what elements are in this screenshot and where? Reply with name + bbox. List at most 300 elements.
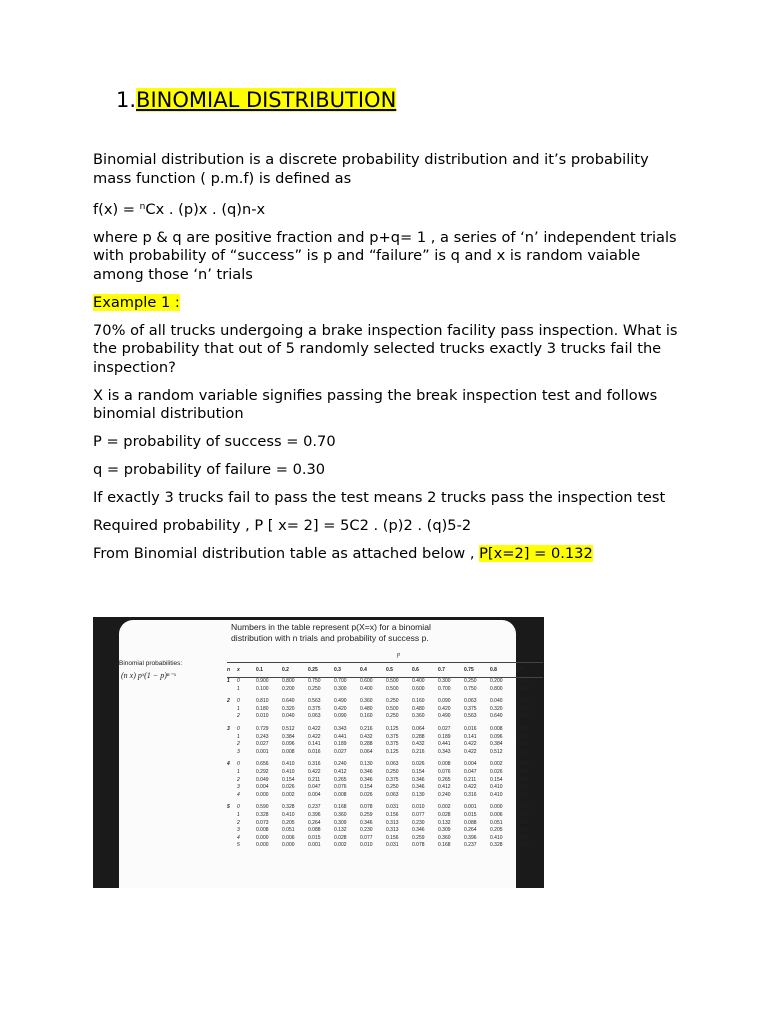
- table-row: [227, 769, 543, 777]
- row-n: [227, 784, 237, 792]
- table-cell: 0.000: [516, 811, 529, 818]
- table-row: [227, 741, 543, 749]
- table-cell: 0.590: [516, 842, 529, 849]
- table-cell: 0.422: [308, 768, 321, 775]
- table-cell: 0.205: [490, 827, 503, 834]
- table-cell: 0.001: [516, 725, 529, 732]
- row-n: [227, 820, 237, 828]
- row-n: [227, 734, 237, 742]
- row-x: 5: [237, 842, 240, 849]
- row-x: 2: [237, 713, 240, 720]
- table-cell: 0.396: [464, 834, 477, 841]
- table-cell: 0.004: [308, 791, 321, 798]
- table-cell: 0.500: [386, 685, 399, 692]
- table-cell: 0.346: [412, 776, 425, 783]
- table-cell: 0.001: [464, 804, 477, 811]
- table-cell: 0.328: [516, 834, 529, 841]
- table-cell: 0.264: [308, 819, 321, 826]
- table-cell: 0.343: [438, 748, 451, 755]
- table-cell: 0.422: [464, 741, 477, 748]
- row-n: [227, 769, 237, 777]
- table-cell: 0.420: [334, 705, 347, 712]
- table-cell: 0.288: [360, 741, 373, 748]
- row-n: 3: [227, 725, 230, 732]
- document-body: [93, 151, 683, 573]
- table-cell: 0.656: [516, 791, 529, 798]
- table-cell: 0.026: [360, 791, 373, 798]
- table-cell: 0.309: [438, 827, 451, 834]
- table-row: [227, 713, 543, 721]
- table-cell: 0.490: [438, 713, 451, 720]
- conditions-paragraph: where p & q are positive fraction and p+q= 1 , a series of ‘n’ independent trials with probability of “success” is p and “failure” is q and x is random vaiable among those ‘n’ trials: [93, 228, 677, 283]
- table-cell: 0.073: [516, 827, 529, 834]
- table-cell: 0.027: [334, 748, 347, 755]
- table-cell: 0.410: [282, 768, 295, 775]
- table-cell: 0.047: [464, 768, 477, 775]
- table-p-label: p: [397, 652, 400, 658]
- table-cell: 0.590: [256, 804, 269, 811]
- table-cell: 0.130: [412, 791, 425, 798]
- table-cell: 0.160: [360, 713, 373, 720]
- table-cell: 0.243: [256, 733, 269, 740]
- header-p-value: 0.75: [464, 667, 474, 673]
- row-x: 1: [237, 768, 240, 775]
- table-cell: 0.004: [516, 768, 529, 775]
- table-cell: 0.346: [412, 827, 425, 834]
- table-cell: 0.375: [386, 776, 399, 783]
- table-cell: 0.300: [334, 685, 347, 692]
- table-cell: 0.015: [308, 834, 321, 841]
- table-cell: 0.700: [438, 685, 451, 692]
- table-cell: 0.006: [490, 811, 503, 818]
- table-cell: 0.008: [438, 761, 451, 768]
- table-cell: 0.346: [360, 768, 373, 775]
- table-cell: 0.088: [464, 819, 477, 826]
- table-cell: 0.328: [256, 811, 269, 818]
- table-cell: 0.027: [516, 733, 529, 740]
- table-cell: 0.010: [360, 842, 373, 849]
- table-cell: 0.250: [386, 713, 399, 720]
- table-cell: 0.563: [308, 698, 321, 705]
- table-cell: 0.512: [490, 748, 503, 755]
- table-cell: 0.729: [516, 748, 529, 755]
- fail-paragraph: If exactly 3 trucks fail to pass the test means 2 trucks pass the inspection test: [93, 489, 666, 506]
- table-cell: 0.410: [490, 784, 503, 791]
- heading-number: 1.: [116, 88, 137, 112]
- table-cell: 0.490: [334, 698, 347, 705]
- table-cell: 0.016: [308, 748, 321, 755]
- table-cell: 0.063: [386, 761, 399, 768]
- row-x: 2: [237, 776, 240, 783]
- table-cell: 0.328: [490, 842, 503, 849]
- table-cell: 0.076: [334, 784, 347, 791]
- table-cell: 0.100: [256, 685, 269, 692]
- table-cell: 0.008: [516, 819, 529, 826]
- table-cell: 0.480: [360, 705, 373, 712]
- table-cell: 0.028: [334, 834, 347, 841]
- header-p-value: 0.3: [334, 667, 341, 673]
- table-cell: 0.264: [464, 827, 477, 834]
- table-cell: 0.265: [334, 776, 347, 783]
- table-cell: 0.750: [308, 678, 321, 684]
- table-side-label: Binomial probabilities:: [119, 660, 183, 667]
- table-cell: 0.125: [386, 748, 399, 755]
- header-x: x: [237, 667, 240, 673]
- table-cell: 0.309: [334, 819, 347, 826]
- table-cell: 0.600: [360, 678, 373, 684]
- row-x: 3: [237, 748, 240, 755]
- table-cell: 0.375: [464, 705, 477, 712]
- table-cell: 0.480: [412, 705, 425, 712]
- row-x: 2: [237, 819, 240, 826]
- table-cell: 0.313: [386, 819, 399, 826]
- table-cell: 0.180: [516, 705, 529, 712]
- table-cell: 0.063: [386, 791, 399, 798]
- header-p-value: 0.5: [386, 667, 393, 673]
- table-cell: 0.360: [438, 834, 451, 841]
- table-cell: 0.031: [386, 804, 399, 811]
- table-cell: 0.156: [386, 834, 399, 841]
- table-cell: 0.077: [412, 811, 425, 818]
- row-x: 0: [237, 804, 240, 811]
- intro-paragraph: Binomial distribution is a discrete probability distribution and it’s probability mass function ( p.m.f) is defined as: [93, 151, 649, 187]
- table-cell: 0.100: [516, 678, 529, 684]
- table-cell: 0.154: [360, 784, 373, 791]
- table-cell: 0.375: [308, 705, 321, 712]
- table-cell: 0.096: [282, 741, 295, 748]
- row-x: 0: [237, 761, 240, 768]
- table-cell: 0.132: [334, 827, 347, 834]
- table-cell: 0.316: [464, 791, 477, 798]
- table-cell: 0.346: [360, 776, 373, 783]
- table-cell: 0.640: [282, 698, 295, 705]
- table-cell: 0.230: [360, 827, 373, 834]
- table-row: [227, 698, 543, 706]
- table-cell: 0.384: [282, 733, 295, 740]
- table-formula: (n x) pˣ(1 − p)ⁿ⁻ˣ: [121, 671, 176, 680]
- table-cell: 0.000: [490, 804, 503, 811]
- row-x: 3: [237, 784, 240, 791]
- table-cell: 0.259: [360, 811, 373, 818]
- table-cell: 0.292: [516, 784, 529, 791]
- table-cell: 0.049: [256, 776, 269, 783]
- row-n: [227, 812, 237, 820]
- table-cell: 0.073: [256, 819, 269, 826]
- row-n: 5: [227, 804, 230, 811]
- row-x: 0: [237, 678, 240, 684]
- table-cell: 0.240: [334, 761, 347, 768]
- row-x: 1: [237, 733, 240, 740]
- table-cell: 0.064: [412, 725, 425, 732]
- row-x: 0: [237, 698, 240, 705]
- table-cell: 0.156: [386, 811, 399, 818]
- from-table-line: From Binomial distribution table as attached below , P[x=2] = 0.132: [93, 545, 593, 562]
- table-cell: 0.346: [360, 819, 373, 826]
- table-cell: 0.090: [334, 713, 347, 720]
- table-cell: 0.216: [412, 748, 425, 755]
- table-cell: 0.154: [490, 776, 503, 783]
- table-cell: 0.000: [256, 791, 269, 798]
- table-cell: 0.000: [256, 834, 269, 841]
- header-p-value: 0.2: [282, 667, 289, 673]
- table-paper: [119, 620, 529, 888]
- table-cell: 0.016: [464, 725, 477, 732]
- table-row: [227, 734, 543, 742]
- table-cell: 0.049: [516, 776, 529, 783]
- table-cell: 0.063: [464, 698, 477, 705]
- table-cell: 0.422: [464, 784, 477, 791]
- question-paragraph: 70% of all trucks undergoing a brake inspection facility pass inspection. What is the probability that out of 5 randomly selected trucks exactly 3 trucks fail the inspection?: [93, 321, 678, 376]
- header-p-value: 0.8: [490, 667, 497, 673]
- table-row: [227, 761, 543, 769]
- table-cell: 0.200: [282, 685, 295, 692]
- header-p-value: 0.7: [438, 667, 445, 673]
- answer-highlight: P[x=2] = 0.132: [479, 545, 593, 562]
- table-cell: 0.250: [386, 784, 399, 791]
- table-cell: 0.088: [308, 827, 321, 834]
- row-x: 0: [237, 725, 240, 732]
- table-cell: 0.010: [412, 804, 425, 811]
- table-cell: 0.008: [282, 748, 295, 755]
- table-cell: 0.700: [334, 678, 347, 684]
- table-cell: 0.410: [282, 761, 295, 768]
- table-cell: 0.422: [308, 733, 321, 740]
- required-probability: Required probability , P [ x= 2] = 5C2 . (p)2 . (q)5-2: [93, 517, 472, 534]
- table-cell: 0.006: [282, 834, 295, 841]
- p-definition: P = probability of success = 0.70: [93, 433, 336, 450]
- random-variable-paragraph: X is a random variable signifies passing the break inspection test and follows binomial distribution: [93, 386, 658, 422]
- table-row: [227, 706, 543, 714]
- header-p-value: 0.1: [256, 667, 263, 673]
- table-cell: 0.168: [438, 842, 451, 849]
- table-cell: 0.132: [438, 819, 451, 826]
- table-row: [227, 820, 543, 828]
- table-cell: 0.250: [386, 768, 399, 775]
- table-cell: 0.015: [464, 811, 477, 818]
- table-cell: 0.313: [386, 827, 399, 834]
- table-cell: 0.216: [360, 725, 373, 732]
- example-label-line: [93, 294, 683, 313]
- table-cell: 0.000: [516, 761, 529, 768]
- binomial-table-image: [93, 617, 544, 888]
- header-n: n: [227, 667, 231, 673]
- row-n: [227, 749, 237, 757]
- table-cell: 0.512: [282, 725, 295, 732]
- section-heading: [116, 86, 396, 114]
- table-cell: 0.189: [334, 741, 347, 748]
- table-cell: 0.360: [412, 713, 425, 720]
- table-row: [227, 726, 543, 734]
- table-cell: 0.810: [516, 713, 529, 720]
- table-cell: 0.400: [360, 685, 373, 692]
- heading-title: BINOMIAL DISTRIBUTION: [136, 88, 397, 112]
- table-row: [227, 749, 543, 757]
- table-cell: 0.078: [360, 804, 373, 811]
- table-cell: 0.441: [334, 733, 347, 740]
- table-cell: 0.205: [282, 819, 295, 826]
- row-n: 2: [227, 698, 230, 705]
- table-cell: 0.422: [464, 748, 477, 755]
- table-cell: 0.237: [308, 804, 321, 811]
- table-cell: 0.160: [412, 698, 425, 705]
- table-cell: 0.090: [438, 698, 451, 705]
- table-cell: 0.396: [308, 811, 321, 818]
- header-p-value: 0.25: [308, 667, 318, 673]
- row-n: [227, 792, 237, 800]
- table-cell: 0.051: [282, 827, 295, 834]
- row-x: 4: [237, 791, 240, 798]
- table-row: [227, 812, 543, 820]
- table-cell: 0.810: [256, 698, 269, 705]
- row-n: [227, 835, 237, 843]
- table-cell: 0.375: [386, 733, 399, 740]
- table-row: [227, 678, 543, 686]
- table-cell: 0.001: [256, 748, 269, 755]
- header-p-value: 0.9: [516, 667, 523, 673]
- table-cell: 0.800: [490, 685, 503, 692]
- table-row: [227, 835, 543, 843]
- table-cell: 0.900: [516, 685, 529, 692]
- table-row: [227, 686, 543, 694]
- table-cell: 0.000: [256, 842, 269, 849]
- table-cell: 0.420: [438, 705, 451, 712]
- row-n: [227, 741, 237, 749]
- table-cell: 0.384: [490, 741, 503, 748]
- table-cell: 0.250: [386, 698, 399, 705]
- table-cell: 0.441: [438, 741, 451, 748]
- table-cell: 0.328: [282, 804, 295, 811]
- table-cell: 0.250: [308, 685, 321, 692]
- table-cell: 0.168: [334, 804, 347, 811]
- table-cell: 0.078: [412, 842, 425, 849]
- table-cell: 0.010: [516, 698, 529, 705]
- row-n: [227, 713, 237, 721]
- table-cell: 0.432: [412, 741, 425, 748]
- table-cell: 0.141: [464, 733, 477, 740]
- example-label: Example 1 :: [93, 293, 180, 311]
- row-n: [227, 842, 237, 850]
- table-cell: 0.320: [282, 705, 295, 712]
- table-cell: 0.656: [256, 761, 269, 768]
- table-cell: 0.026: [412, 761, 425, 768]
- table-cell: 0.047: [308, 784, 321, 791]
- row-n: 1: [227, 678, 230, 684]
- table-cell: 0.412: [334, 768, 347, 775]
- table-cell: 0.004: [464, 761, 477, 768]
- table-cell: 0.410: [282, 811, 295, 818]
- table-cell: 0.125: [386, 725, 399, 732]
- table-cell: 0.026: [282, 784, 295, 791]
- row-x: 4: [237, 834, 240, 841]
- table-cell: 0.002: [438, 804, 451, 811]
- table-cell: 0.640: [490, 713, 503, 720]
- table-cell: 0.010: [256, 713, 269, 720]
- row-x: 1: [237, 811, 240, 818]
- table-cell: 0.051: [490, 819, 503, 826]
- table-row: [227, 842, 543, 850]
- table-cell: 0.375: [386, 741, 399, 748]
- table-cell: 0.400: [412, 678, 425, 684]
- table-cell: 0.211: [308, 776, 321, 783]
- table-cell: 0.028: [438, 811, 451, 818]
- table-cell: 0.320: [490, 705, 503, 712]
- table-cell: 0.002: [490, 761, 503, 768]
- table-cell: 0.026: [490, 768, 503, 775]
- q-definition: q = probability of failure = 0.30: [93, 461, 326, 478]
- table-cell: 0.001: [308, 842, 321, 849]
- table-cell: 0.211: [464, 776, 477, 783]
- table-cell: 0.154: [412, 768, 425, 775]
- table-cell: 0.563: [464, 713, 477, 720]
- row-n: [227, 706, 237, 714]
- table-cell: 0.027: [438, 725, 451, 732]
- table-cell: 0.002: [282, 791, 295, 798]
- table-cell: 0.189: [438, 733, 451, 740]
- table-cell: 0.750: [464, 685, 477, 692]
- table-row: [227, 784, 543, 792]
- table-cell: 0.360: [334, 811, 347, 818]
- table-cell: 0.412: [438, 784, 451, 791]
- table-cell: 0.031: [386, 842, 399, 849]
- table-cell: 0.002: [334, 842, 347, 849]
- row-n: [227, 686, 237, 694]
- table-cell: 0.292: [256, 768, 269, 775]
- row-x: 1: [237, 685, 240, 692]
- formula-superscript: n: [139, 201, 146, 212]
- table-row: [227, 777, 543, 785]
- table-cell: 0.180: [256, 705, 269, 712]
- table-cell: 0.500: [386, 678, 399, 684]
- table-cell: 0.422: [308, 725, 321, 732]
- row-x: 2: [237, 741, 240, 748]
- table-cell: 0.432: [360, 733, 373, 740]
- table-cell: 0.141: [308, 741, 321, 748]
- table-row: [227, 804, 543, 812]
- table-cell: 0.000: [282, 842, 295, 849]
- row-x: 3: [237, 827, 240, 834]
- table-cell: 0.300: [438, 678, 451, 684]
- header-p-value: 0.6: [412, 667, 419, 673]
- table-cell: 0.900: [256, 678, 269, 684]
- row-x: 1: [237, 705, 240, 712]
- row-n: [227, 777, 237, 785]
- table-cell: 0.063: [308, 713, 321, 720]
- table-cell: 0.230: [412, 819, 425, 826]
- table-cell: 0.410: [490, 834, 503, 841]
- table-cell: 0.027: [256, 741, 269, 748]
- table-cell: 0.237: [464, 842, 477, 849]
- row-n: 4: [227, 761, 230, 768]
- table-cell: 0.008: [334, 791, 347, 798]
- table-cell: 0.729: [256, 725, 269, 732]
- row-n: [227, 827, 237, 835]
- table-cell: 0.346: [412, 784, 425, 791]
- table-cell: 0.800: [282, 678, 295, 684]
- table-cell: 0.077: [360, 834, 373, 841]
- table-cell: 0.076: [438, 768, 451, 775]
- table-cell: 0.265: [438, 776, 451, 783]
- table-cell: 0.600: [412, 685, 425, 692]
- table-cell: 0.250: [464, 678, 477, 684]
- table-cell: 0.360: [360, 698, 373, 705]
- table-cell: 0.154: [282, 776, 295, 783]
- table-cell: 0.004: [256, 784, 269, 791]
- table-header-row: [227, 662, 543, 678]
- table-cell: 0.040: [282, 713, 295, 720]
- table-caption: Numbers in the table represent p(X=x) for a binomial distribution with n trials and probability of success p.: [231, 622, 431, 643]
- table-cell: 0.343: [334, 725, 347, 732]
- table-cell: 0.243: [516, 741, 529, 748]
